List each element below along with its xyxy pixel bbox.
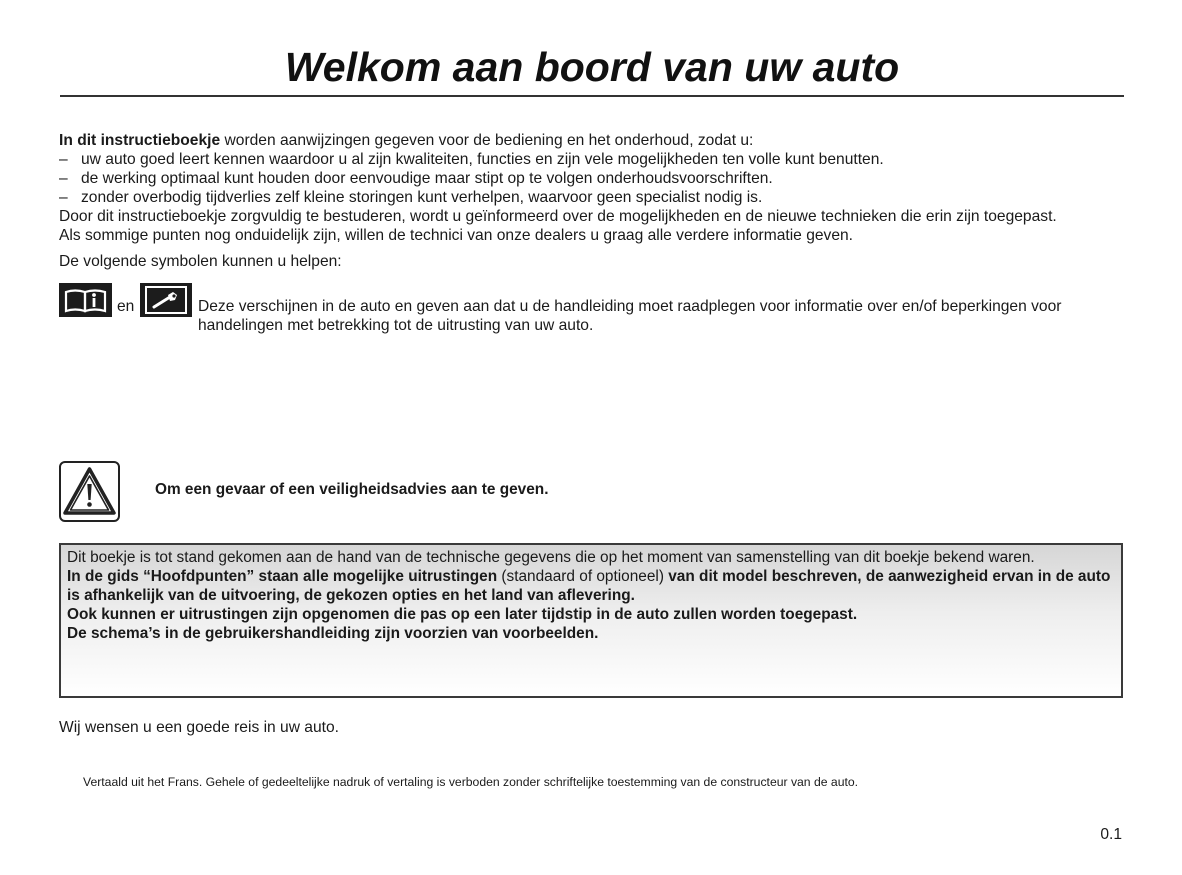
intro-paragraph: Door dit instructieboekje zorgvuldig te bestuderen, wordt u geïnformeerd over de mogelijkheden en de nieuwe technieken die erin zijn toegepast. — [59, 208, 1057, 225]
symbol-connector: en — [117, 298, 135, 315]
closing-text: Wij wensen u een goede reis in uw auto. — [59, 719, 339, 736]
intro-bullet — [59, 188, 1129, 207]
bullet-text: de werking optimaal kunt houden door eenvoudige maar stipt op te volgen onderhoudsvoorschriften. — [81, 170, 773, 187]
notice-bold: Ook kunnen er uitrustingen zijn opgenomen die pas op een later tijdstip in de auto zullen worden toegepast. — [67, 606, 858, 623]
intro-lead — [59, 131, 1129, 150]
page-number: 0.1 — [1100, 826, 1122, 843]
notice-bold: van dit model beschreven, de aanwezigheid ervan in de auto is afhankelijk van de uitvoering, de gekozen opties en het land van aflevering. — [67, 568, 1111, 604]
notice-line: Dit boekje is tot stand gekomen aan de hand van de technische gegevens die op het moment van samenstelling van dit boekje bekend waren. — [67, 549, 1035, 566]
warning-triangle-icon — [59, 461, 120, 522]
intro-paragraph: Als sommige punten nog onduidelijk zijn, willen de technici van onze dealers u graag alle verdere informatie geven. — [59, 227, 854, 244]
notice-bold: In de gids “Hoofdpunten” staan alle mogelijke uitrustingen — [67, 568, 498, 585]
title-divider — [60, 95, 1124, 97]
page-title: Welkom aan boord van uw auto — [284, 44, 900, 90]
intro-bullet — [59, 169, 1129, 188]
bullet-text: uw auto goed leert kennen waardoor u al zijn kwaliteiten, functies en zijn vele mogelijkheden ten volle kunt benutten. — [81, 151, 884, 168]
symbols-intro: De volgende symbolen kunnen u helpen: — [59, 253, 342, 270]
notice-normal: (standaard of optioneel) — [497, 568, 669, 585]
intro-bullet — [59, 150, 1129, 169]
notice-line — [67, 624, 1115, 643]
wrench-icon — [140, 283, 192, 317]
notice-box — [59, 543, 1123, 698]
notice-line — [67, 605, 1115, 624]
notice-line — [67, 567, 1115, 605]
manual-book-icon — [59, 283, 112, 317]
bullet-text: zonder overbodig tijdverlies zelf kleine storingen kunt verhelpen, waarvoor geen specialist nodig is. — [81, 189, 763, 206]
intro-lead-text: worden aanwijzingen gegeven voor de bediening en het onderhoud, zodat u: — [220, 132, 754, 149]
notice-bold: De schema’s in de gebruikershandleiding zijn voorzien van voorbeelden. — [67, 625, 599, 642]
bullet-dash: – — [59, 189, 68, 206]
intro-lead-bold: In dit instructieboekje — [59, 132, 221, 149]
bullet-dash: – — [59, 170, 68, 187]
intro-section — [59, 131, 1129, 245]
warning-text: Om een gevaar of een veiligheidsadvies aan te geven. — [155, 481, 549, 498]
footnote: Vertaald uit het Frans. Gehele of gedeeltelijke nadruk of vertaling is verboden zonder schriftelijke toestemming van de constructeur van de auto. — [83, 775, 859, 789]
symbol-description: Deze verschijnen in de auto en geven aan dat u de handleiding moet raadplegen voor informatie over en/of beperkingen voor handelingen met betrekking tot de uitrusting van uw auto. — [198, 298, 1062, 334]
bullet-dash: – — [59, 151, 68, 168]
